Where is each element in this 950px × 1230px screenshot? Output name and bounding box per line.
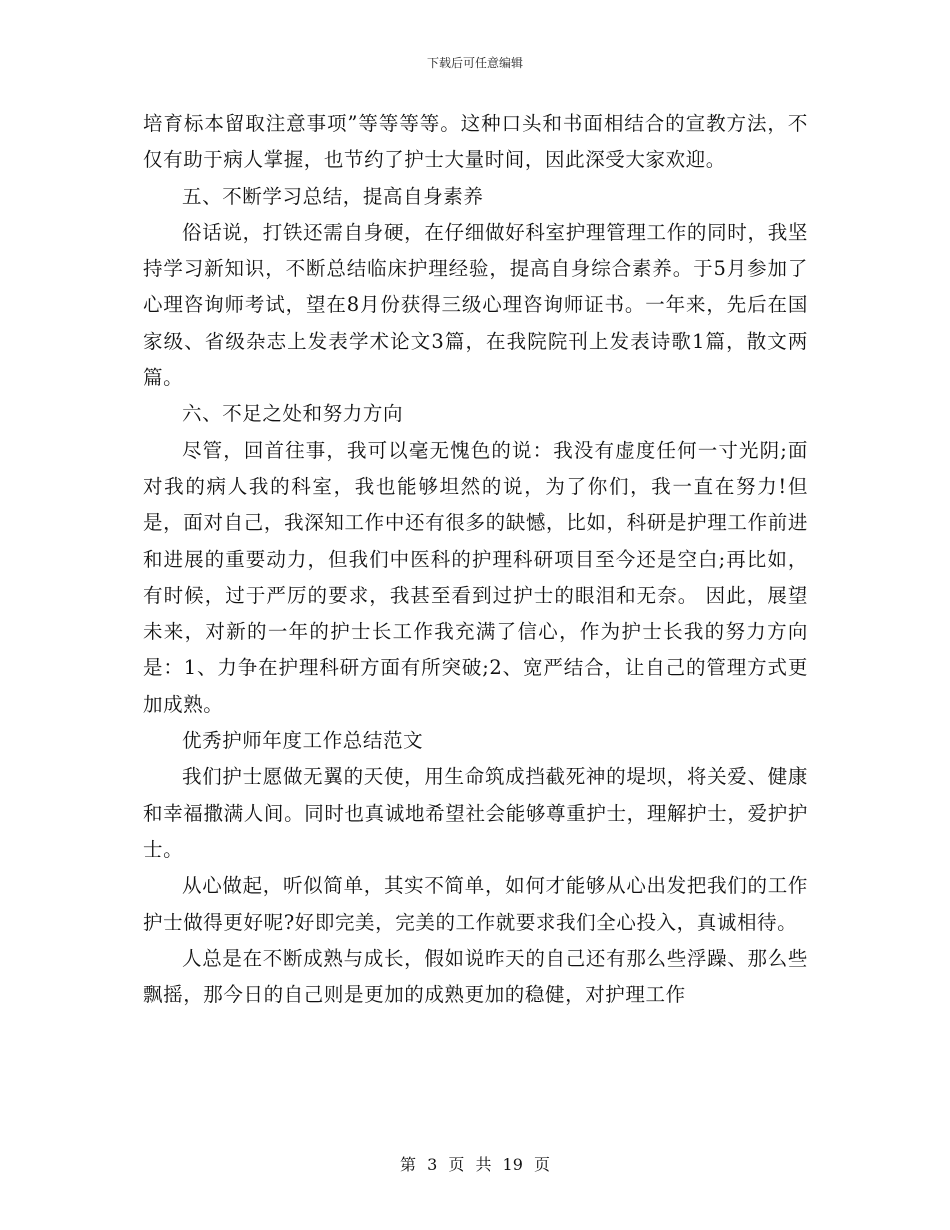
section-heading: 五、不断学习总结，提高自身素养	[182, 184, 484, 208]
paragraph: 我们护士愿做无翼的天使，用生命筑成挡截死神的堤坝，将关爱、健康和幸福撒满人间。同时也真诚地希望社会能够尊重护士，理解护士，爱护护士。	[143, 765, 808, 861]
article-title: 优秀护师年度工作总结范文	[182, 729, 424, 753]
paragraph: 人总是在不断成熟与成长，假如说昨天的自己还有那么些浮躁、那么些飘摇，那今日的自己则是更加的成熟更加的稳健，对护理工作	[143, 946, 808, 1007]
document-body	[143, 106, 808, 1013]
section-heading: 六、不足之处和努力方向	[182, 402, 404, 426]
paragraph: 俗话说，打铁还需自身硬，在仔细做好科室护理管理工作的同时，我坚持学习新知识，不断总结临床护理经验，提高自身综合素养。于5月参加了心理咨询师考试，望在8月份获得三级心理咨询师证书。一年来，先后在国家级、省级杂志上发表学术论文3篇，在我院院刊上发表诗歌1篇，散文两篇。	[143, 220, 808, 390]
paragraph: 尽管，回首往事，我可以毫无愧色的说：我没有虚度任何一寸光阴;面对我的病人我的科室，我也能够坦然的说，为了你们，我一直在努力!但是，面对自己，我深知工作中还有很多的缺憾，比如，科研是护理工作前进和进展的重要动力，但我们中医科的护理科研项目至今还是空白;再比如，有时候，过于严厉的要求，我甚至看到过护士的眼泪和无奈。 因此，展望未来，对新的一年的护士长工作我充满了信心，作为护士长我的努力方向是：1、力争在护理科研方面有所突破;2、宽严结合，让自己的管理方式更加成熟。	[143, 438, 808, 716]
paragraph: 从心做起，听似简单，其实不简单，如何才能够从心出发把我们的工作护士做得更好呢?好即完美，完美的工作就要求我们全心投入，真诚相待。	[143, 874, 808, 934]
page-header: 下载后可任意编辑	[426, 56, 523, 70]
paragraph: 培育标本留取注意事项”等等等等。这种口头和书面相结合的宣教方法，不仅有助于病人掌握，也节约了护士大量时间，因此深受大家欢迎。	[143, 112, 808, 172]
page-number: 第 3 页 共 19 页	[400, 1155, 550, 1174]
